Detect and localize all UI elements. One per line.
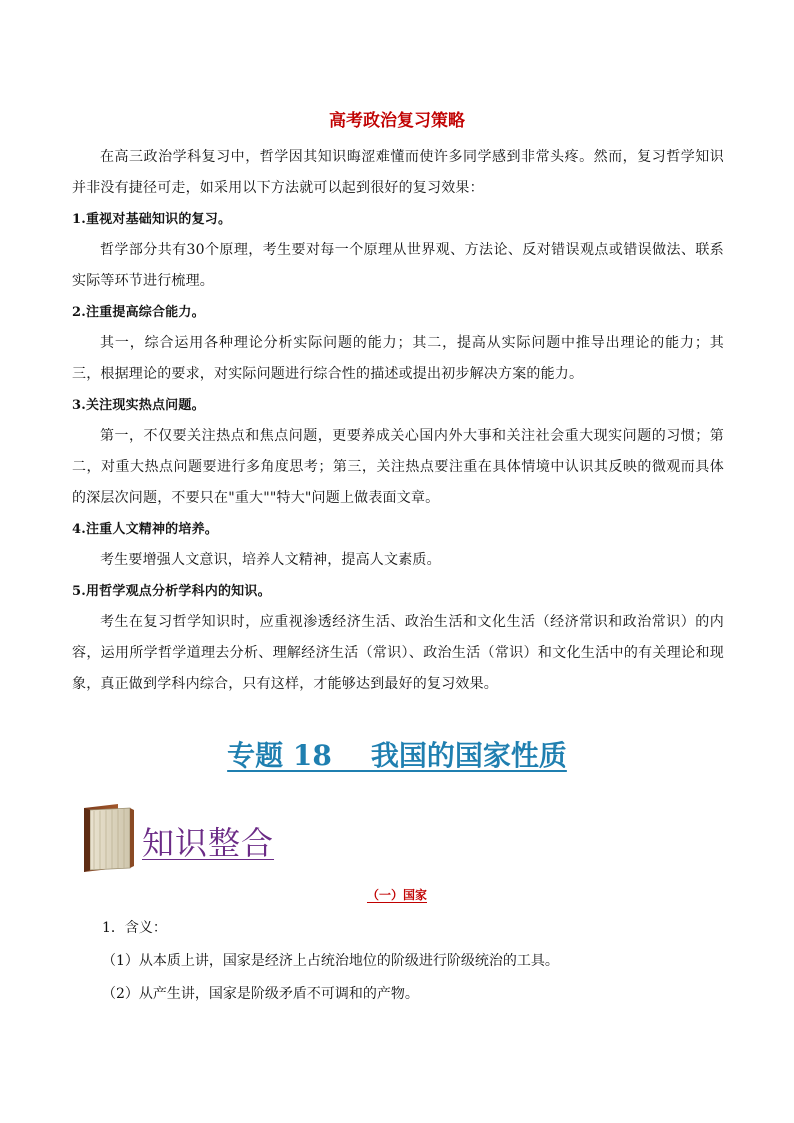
list-item: 1．含义： xyxy=(102,920,167,936)
content-subtitle xyxy=(0,886,794,903)
section-heading-1: 1.重视对基础知识的复习。 xyxy=(72,212,232,227)
section-heading-2: 2.注重提高综合能力。 xyxy=(72,305,205,320)
topic-title xyxy=(0,734,794,774)
section-heading-4: 4.注重人文精神的培养。 xyxy=(72,522,218,537)
list-item: （2）从产生讲，国家是阶级矛盾不可调和的产物。 xyxy=(102,986,419,1002)
book-icon xyxy=(80,802,136,874)
document-title: 高考政治复习策略 xyxy=(329,111,465,131)
document-body xyxy=(72,142,724,700)
content-subtitle-text: （一）国家 xyxy=(366,888,427,902)
knowledge-banner-label: 知识整合 xyxy=(142,824,275,862)
content-list xyxy=(102,912,722,1011)
section-heading-5: 5.用哲学观点分析学科内的知识。 xyxy=(72,584,271,599)
section-text-2: 其一，综合运用各种理论分析实际问题的能力；其二，提高从实际问题中推导出理论的能力；其三，根据理论的要求，对实际问题进行综合性的描述或提出初步解决方案的能力。 xyxy=(72,335,724,382)
section-text-4: 考生要增强人文意识，培养人文精神，提高人文素质。 xyxy=(100,552,441,568)
section-text-1: 哲学部分共有30个原理，考生要对每一个原理从世界观、方法论、反对错误观点或错误做法、联系实际等环节进行梳理。 xyxy=(72,242,724,289)
knowledge-banner xyxy=(80,800,274,874)
intro-paragraph: 在高三政治学科复习中，哲学因其知识晦涩难懂而使许多同学感到非常头疼。然而，复习哲学知识并非没有捷径可走，如采用以下方法就可以起到很好的复习效果： xyxy=(72,149,724,196)
section-text-3: 第一，不仅要关注热点和焦点问题，更要养成关心国内外大事和关注社会重大现实问题的习惯；第二，对重大热点问题要进行多角度思考；第三，关注热点要注重在具体情境中认识其反映的微观而具体的深层次问题，不要只在"重大""特大"问题上做表面文章。 xyxy=(72,428,724,506)
list-item: （1）从本质上讲，国家是经济上占统治地位的阶级进行阶级统治的工具。 xyxy=(102,953,559,969)
section-heading-3: 3.关注现实热点问题。 xyxy=(72,398,205,413)
section-text-5: 考生在复习哲学知识时，应重视渗透经济生活、政治生活和文化生活（经济常识和政治常识）的内容，运用所学哲学道理去分析、理解经济生活（常识）、政治生活（常识）和文化生活中的有关理论和现象，真正做到学科内综合，只有这样，才能够达到最好的复习效果。 xyxy=(72,614,724,692)
topic-title-text: 专题 18 我国的国家性质 xyxy=(227,739,567,772)
